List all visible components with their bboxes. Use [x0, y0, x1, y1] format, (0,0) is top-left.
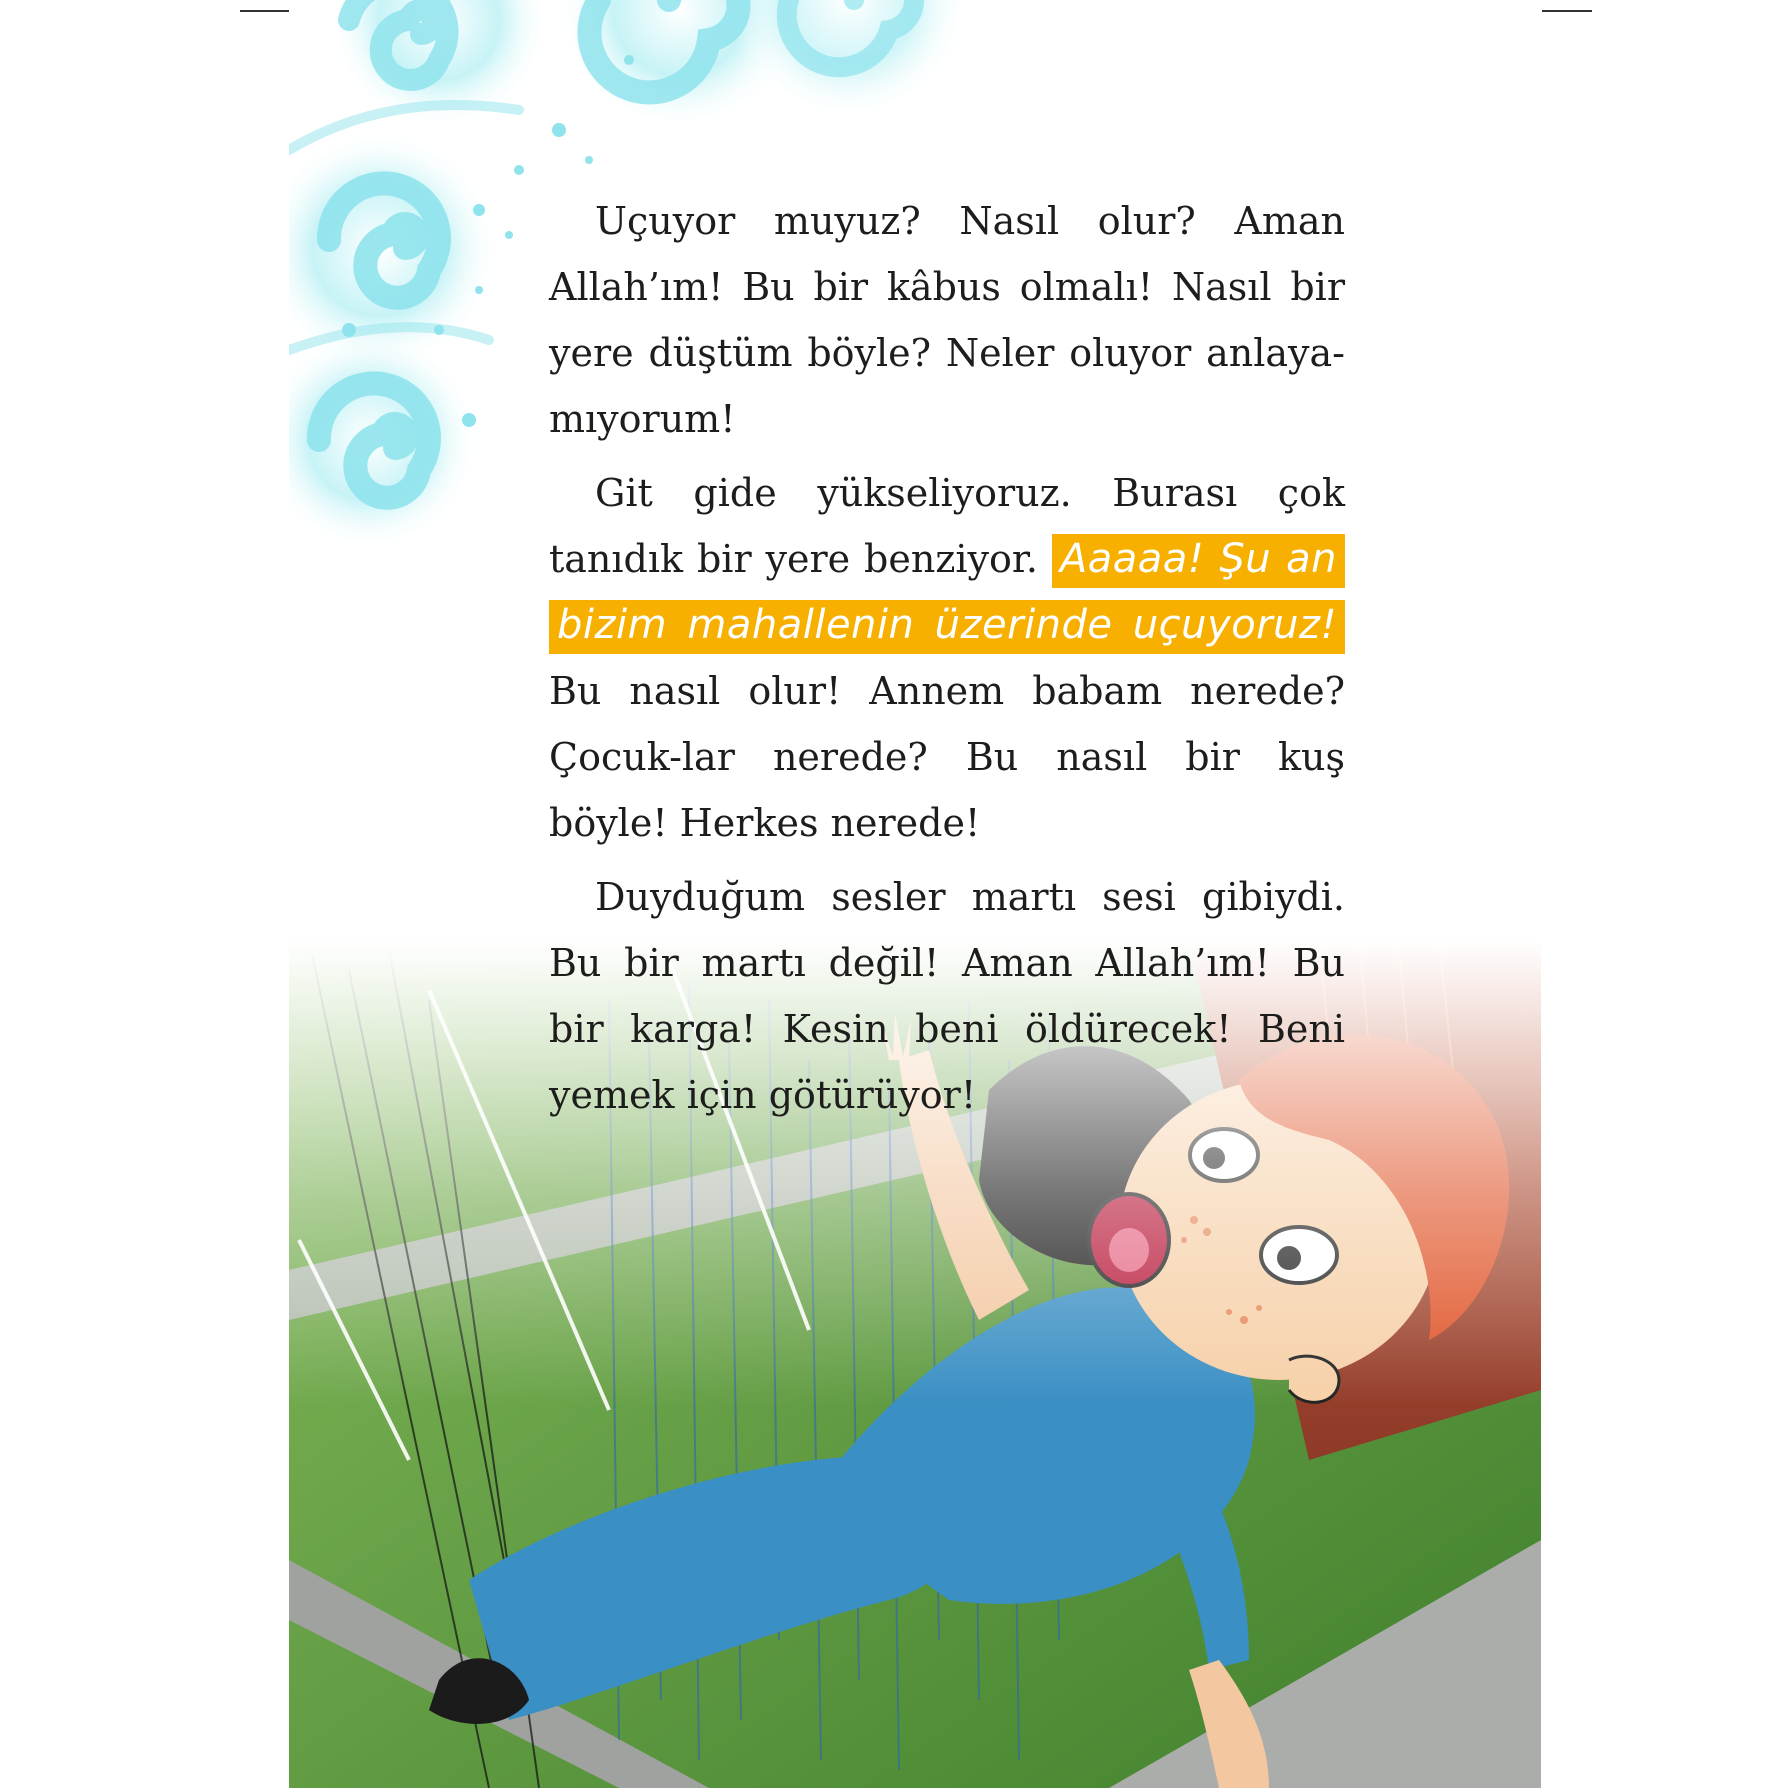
- paragraph-2-tail: Bu nasıl olur! Annem babam nerede? Çocuk-lar nerede? Bu nasıl bir kuş böyle! Herkes nerede!: [549, 669, 1345, 845]
- highlighted-exclamation: Aaaaa! Şu an bizim mahallenin üzerinde uçuyoruz!: [549, 534, 1345, 654]
- book-page: [289, 0, 1541, 1788]
- paragraph-1: Uçuyor muyuz? Nasıl olur? Aman Allah’ım! Bu bir kâbus olmalı! Nasıl bir yere düştüm böyle? Neler oluyor anlaya-mıyorum!: [549, 199, 1345, 441]
- paragraph-2-lead: Git gide yükseliyoruz. Burası çok tanıdık bir yere benziyor.: [549, 471, 1345, 581]
- crop-mark-left: [240, 10, 290, 12]
- paragraph-3: Duyduğum sesler martı sesi gibiydi. Bu bir martı değil! Aman Allah’ım! Bu bir karga! Kesin beni öldürecek! Beni yemek için götürüyor!: [549, 875, 1345, 1117]
- paragraph-2: [549, 460, 1345, 856]
- story-text: [549, 188, 1345, 1136]
- crop-mark-right: [1542, 10, 1592, 12]
